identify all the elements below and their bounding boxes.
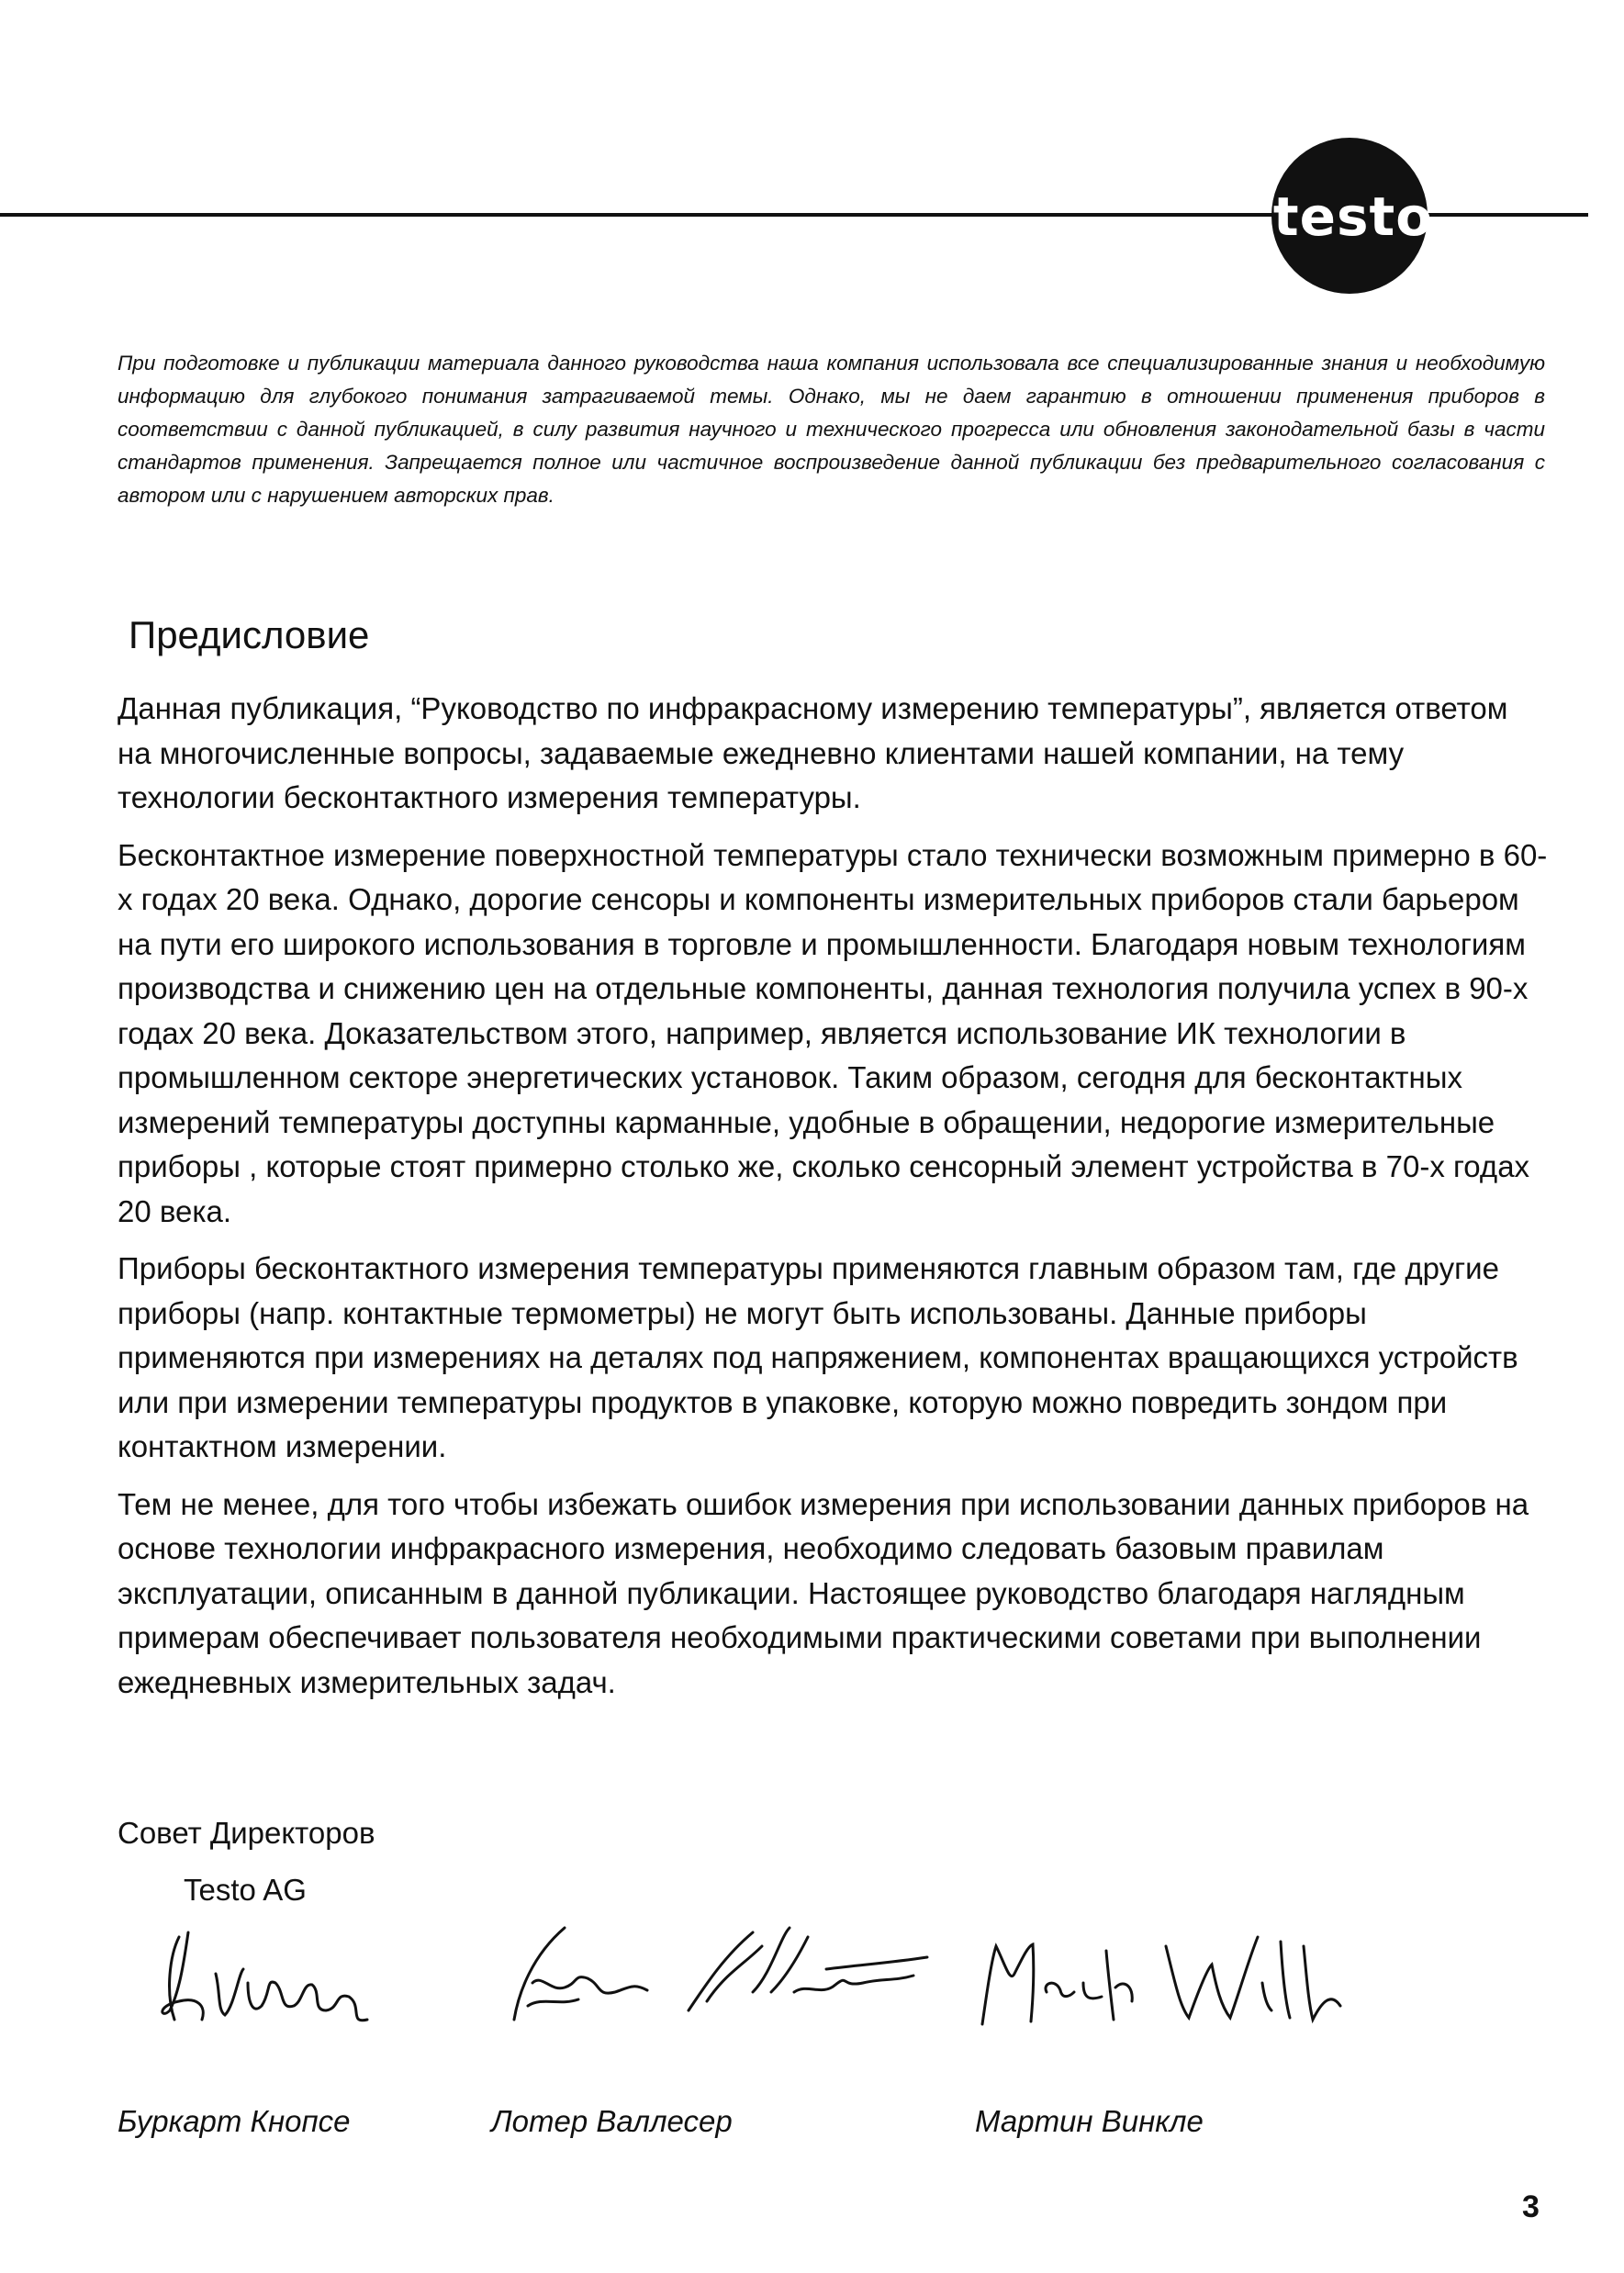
disclaimer: При подготовке и публикации материала данного руководства наша компания использовала все специализированные знания и необходимую информацию для глубокого понимания затрагиваемой темы. Однако, мы не даем гарантию в отношении применения приборов в соответствии с данной публикацией, в силу развития научного и технического прогресса или обновления законодательной базы в части стандартов применения. Запрещается полное или частичное воспроизведение данной публикации без предварительного согласования с автором или с нарушением авторских прав. [118,352,1545,507]
signature-wallesser [477,1919,955,2038]
paragraph: Данная публикация, “Руководство по инфракрасному измерению температуры”, является ответом на многочисленные вопросы, задаваемые ежедневно клиентами нашей компании, на тему технологии бесконтактного измерения температуры. [118,691,1508,814]
section-title: Предисловие [129,613,370,656]
signature-knopse [142,1919,390,2038]
testo-logo [1271,138,1434,294]
preface-body [118,687,1550,1718]
page-number: 3 [1522,2189,1540,2224]
signer-name: Лотер Валлесер [491,2104,733,2138]
paragraph: Тем не менее, для того чтобы избежать ошибок измерения при использовании данных приборов на основе технологии инфракрасного измерения, необходимо следовать базовым правилам эксплуатации, описанным в данной публикации. Настоящее руководство благодаря наглядным примерам обеспечивает пользователя необходимыми практическими советами при выполнении ежедневных измерительных задач. [118,1486,1529,1699]
logo-text: testo [1272,185,1434,248]
paragraph: Приборы бесконтактного измерения температуры применяются главным образом там, где другие приборы (напр. контактные термометры) не могут быть использованы. Данные приборы применяются при измерениях на деталях под напряжением, компонентах вращающихся устройств или при измерении температуры продуктов в упаковке, которую можно повредить зондом при контактном измерении. [118,1251,1518,1463]
signature-winkle [969,1919,1354,2038]
board-of-directors: Совет Директоров [118,1816,375,1850]
company-name: Testo AG [184,1873,307,1907]
signer-name: Буркарт Кнопсе [118,2104,351,2138]
signer-name: Мартин Винкле [975,2104,1204,2138]
paragraph: Бесконтактное измерение поверхностной температуры стало технически возможным примерно в 60-х годах 20 века. Однако, дорогие сенсоры и компоненты измерительных приборов стали барьером на пути его широкого использования в торговле и промышленности. Благодаря новым технологиям производства и снижению цен на отдельные компоненты, данная технология получила успех в 90-х годах 20 века. Доказательством этого, например, является использование ИК технологии в промышленном секторе энергетических установок. Таким образом, сегодня для бесконтактных измерений температуры доступны карманные, удобные в обращении, недорогие измерительные приборы , которые стоят примерно столько же, сколько сенсорный элемент устройства в 70-х годах 20 века. [118,837,1548,1228]
